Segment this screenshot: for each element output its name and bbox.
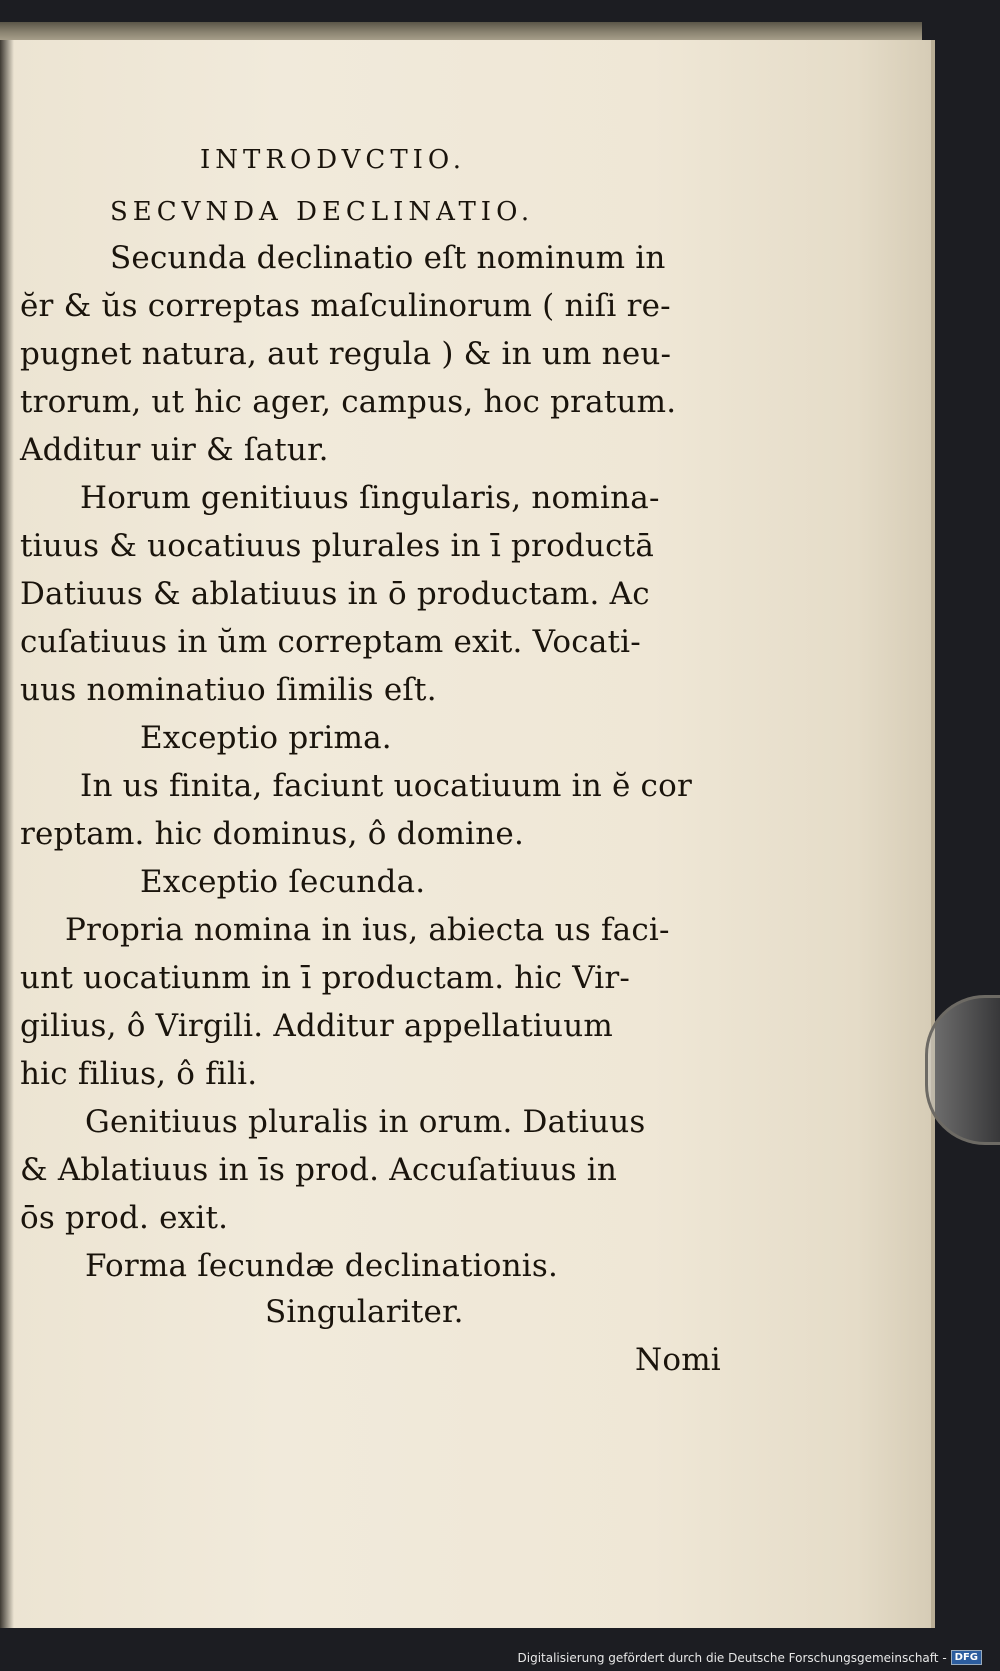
subheading: Forma ſecundæ declinationis. [85, 1248, 559, 1284]
text-line: gilius, ô Virgili. Additur appellatiuum [20, 1008, 613, 1044]
subheading: Singulariter. [265, 1294, 464, 1330]
text-line: trorum, ut hic ager, campus, hoc pratum. [20, 384, 677, 420]
text-line: unt uocatiunm in ī productam. hic Vir- [20, 960, 631, 996]
digitization-credit [518, 1650, 983, 1665]
subheading: Exceptio prima. [140, 720, 392, 756]
text-line: uus nominatiuo ſimilis eſt. [20, 672, 437, 708]
text-line: & Ablatiuus in īs prod. Accuſatiuus in [20, 1152, 618, 1188]
text-line: Datiuus & ablatiuus in ō productam. Ac [20, 576, 650, 612]
book-page [0, 40, 935, 1628]
text-line: tiuus & uocatiuus plurales in ī productā [20, 528, 655, 564]
text-line: ĕr & ŭs correptas maſculinorum ( niſi re- [20, 288, 671, 324]
page-clip [925, 995, 1000, 1145]
text-line: Propria nomina in ius, abiecta us faci- [65, 912, 670, 948]
text-line: cuſatiuus in ŭm correptam exit. Vocati- [20, 624, 641, 660]
catchword: Nomi [635, 1342, 721, 1378]
running-head: INTRODVCTIO. [200, 145, 466, 175]
dfg-logo-icon: DFG [951, 1650, 982, 1665]
text-line: Horum genitiuus ſingularis, nomina- [80, 480, 660, 516]
binding-shadow [0, 40, 14, 1628]
text-line: Additur uir & ſatur. [20, 432, 329, 468]
subheading: Exceptio ſecunda. [140, 864, 426, 900]
text-line: hic filius, ô fili. [20, 1056, 258, 1092]
text-line: In us finita, faciunt uocatiuum in ĕ cor [80, 768, 692, 804]
text-line: reptam. hic dominus, ô domine. [20, 816, 525, 852]
text-line: Genitiuus pluralis in orum. Datiuus [85, 1104, 646, 1140]
text-line: Secunda declinatio eſt nominum in [110, 240, 666, 276]
credit-text: Digitalisierung gefördert durch die Deutsche Forschungsgemeinschaft - [517, 1650, 947, 1665]
text-line: pugnet natura, aut regula ) & in um neu- [20, 336, 672, 372]
text-line: ōs prod. exit. [20, 1200, 229, 1236]
section-heading: SECVNDA DECLINATIO. [110, 197, 535, 227]
